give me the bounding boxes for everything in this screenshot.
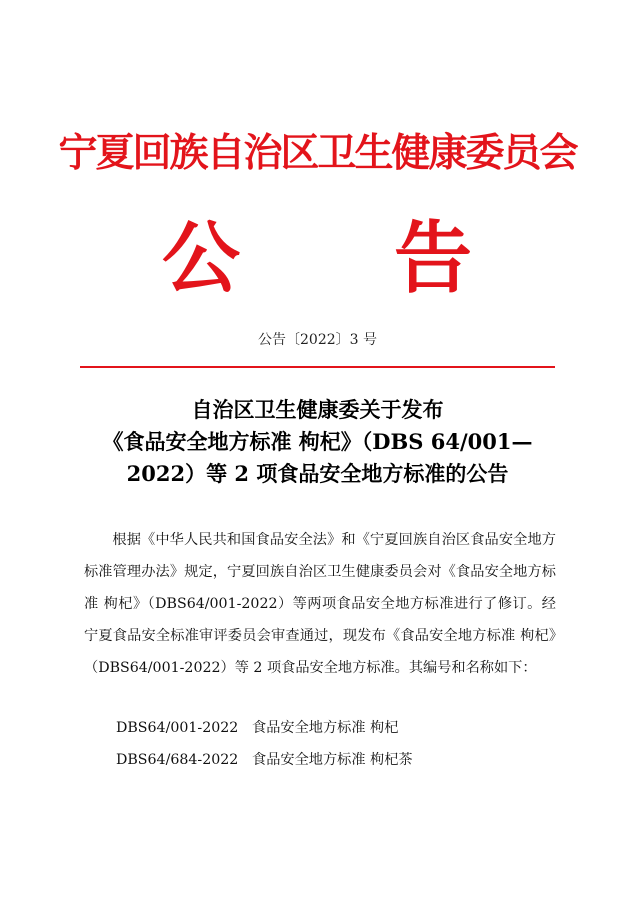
document-title bbox=[70, 394, 565, 490]
red-divider bbox=[80, 366, 555, 368]
standard-code: DBS64/684-2022 bbox=[116, 752, 239, 768]
standard-item bbox=[116, 712, 556, 744]
document-title-line-1: 自治区卫生健康委关于发布 bbox=[191, 397, 444, 422]
notice-heading-right: 告 bbox=[394, 213, 473, 304]
notice-heading-left: 公 bbox=[162, 213, 241, 304]
standard-item bbox=[116, 744, 556, 776]
issuer-title: 宁夏回族自治区卫生健康委员会 bbox=[58, 130, 577, 176]
document-title-line-3: 2022）等 2 项食品安全地方标准的公告 bbox=[126, 461, 509, 486]
standards-list bbox=[116, 712, 556, 776]
document-title-line-2: 《食品安全地方标准 枸杞》（DBS 64/001— bbox=[102, 429, 533, 454]
standard-code: DBS64/001-2022 bbox=[116, 720, 239, 736]
standard-name: 食品安全地方标准 枸杞 bbox=[252, 720, 399, 736]
body-paragraph: 根据《中华人民共和国食品安全法》和《宁夏回族自治区食品安全地方标准管理办法》规定，宁夏回族自治区卫生健康委员会对《食品安全地方标准 枸杞》（DBS64/001-2022）等两项食品安全地方标准进行了修订。经宁夏食品安全标准审评委员会审查通过，现发布《食品安全地方标准 枸杞》（DBS64/001-2022）等 2 项食品安全地方标准。其编号和名称如下： bbox=[84, 532, 556, 676]
body-text bbox=[84, 524, 556, 684]
document-number: 公告〔2022〕3 号 bbox=[258, 332, 377, 348]
standard-name: 食品安全地方标准 枸杞茶 bbox=[252, 752, 413, 768]
